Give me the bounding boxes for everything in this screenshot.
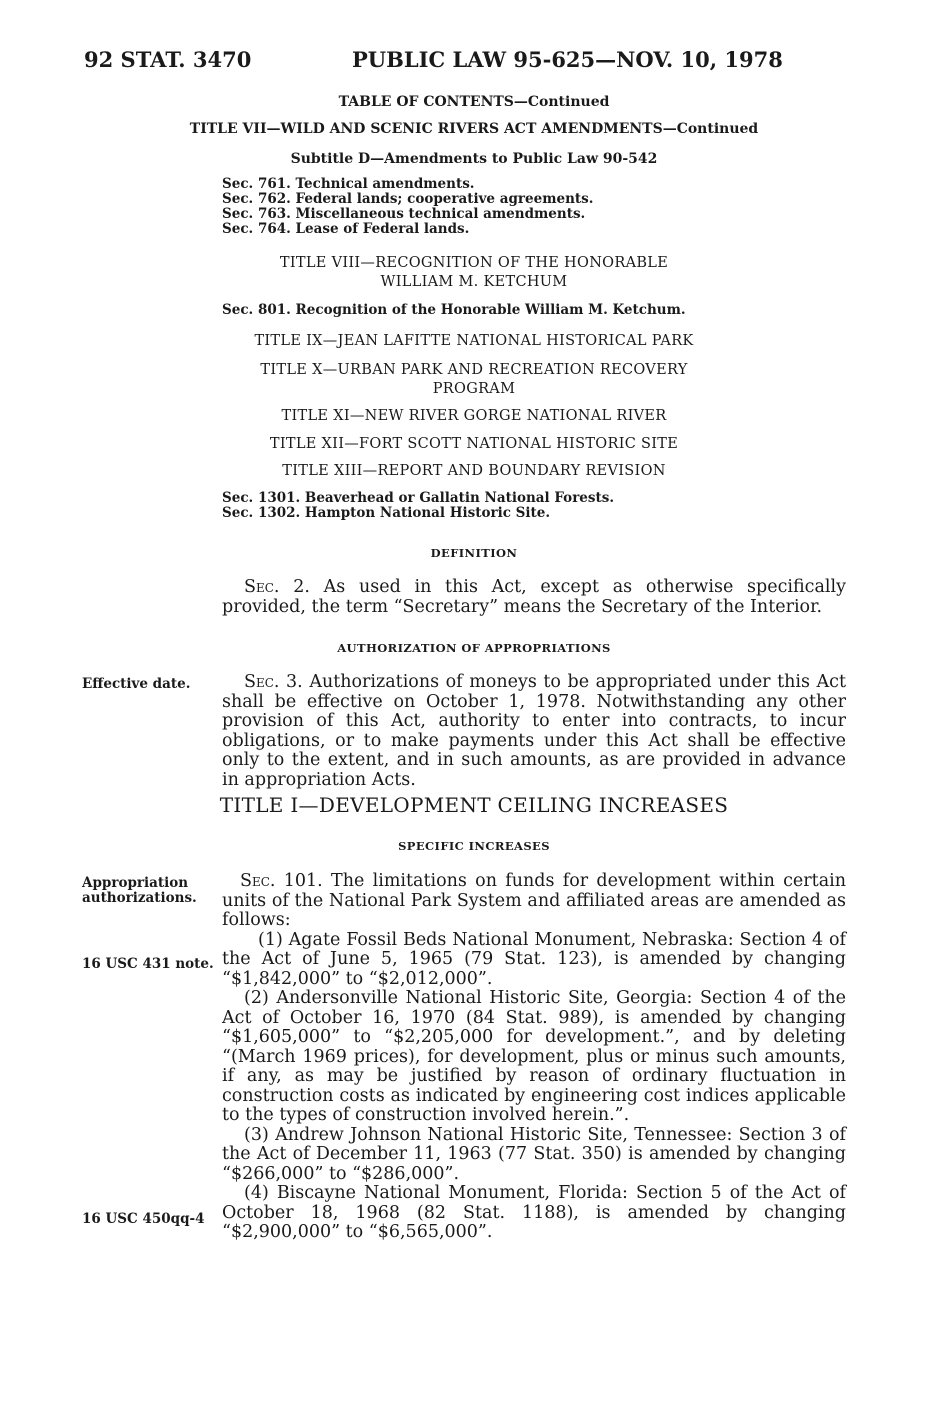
margin-note-16-usc-431: 16 USC 431 note. bbox=[82, 956, 214, 972]
list-item: (3) Andrew Johnson National Historic Site, Tennessee: Section 3 of the Act of December 11, 1963 (77 Stat. 350) is amended by changing “$266,000” to “$286,000”. bbox=[222, 1124, 846, 1184]
section-label: Sec. 3. bbox=[244, 672, 303, 692]
toc-section-item: Sec. 1301. Beaverhead or Gallatin National Forests. bbox=[222, 490, 615, 506]
section-label: Sec. 2. bbox=[244, 577, 310, 597]
toc-title-xiii: TITLE XIII—REPORT AND BOUNDARY REVISION bbox=[282, 463, 666, 479]
toc-section-item: Sec. 762. Federal lands; cooperative agreements. bbox=[222, 191, 594, 207]
toc-subtitle-d: Subtitle D—Amendments to Public Law 90-542 bbox=[290, 151, 658, 167]
toc-section-item: Sec. 763. Miscellaneous technical amendments. bbox=[222, 206, 586, 222]
margin-note-line: Appropriation bbox=[82, 875, 189, 891]
running-title: PUBLIC LAW 95-625—NOV. 10, 1978 bbox=[352, 47, 783, 72]
toc-title-xii: TITLE XII—FORT SCOTT NATIONAL HISTORIC SITE bbox=[269, 436, 679, 452]
list-item: (2) Andersonville National Historic Site, Georgia: Section 4 of the Act of October 16, 1970 (84 Stat. 989), is amended by changing “$1,605,000” to “$2,205,000 for development.”, and by deleting “(March 1969 prices), for development, plus or minus such amounts, if any, as may be justified by reason of ordinary fluctuation in construction costs as indicated by engineering cost indices applicable to the types of construction involved herein.”. bbox=[222, 988, 846, 1125]
statute-page-number: 92 STAT. 3470 bbox=[84, 47, 252, 72]
list-item: (1) Agate Fossil Beds National Monument, Nebraska: Section 4 of the Act of June 5, 1965 (79 Stat. 123), is amended by changing “$1,842,000” to “$2,012,000”. bbox=[222, 929, 846, 989]
authorization-heading: AUTHORIZATION OF APPROPRIATIONS bbox=[337, 641, 611, 655]
toc-section-item: Sec. 761. Technical amendments. bbox=[222, 176, 475, 192]
toc-section-item: Sec. 801. Recognition of the Honorable William M. Ketchum. bbox=[222, 302, 686, 318]
toc-title-xi: TITLE XI—NEW RIVER GORGE NATIONAL RIVER bbox=[281, 408, 667, 424]
toc-title-x-line2: PROGRAM bbox=[432, 381, 516, 397]
margin-note-appropriation bbox=[82, 876, 197, 906]
toc-section-list-viii bbox=[222, 303, 686, 318]
toc-title-vii: TITLE VII—WILD AND SCENIC RIVERS ACT AMENDMENTS—Continued bbox=[189, 121, 759, 137]
margin-note-16-usc-450qq: 16 USC 450qq-4 bbox=[82, 1211, 205, 1227]
toc-title-viii-line1: TITLE VIII—RECOGNITION OF THE HONORABLE bbox=[279, 255, 669, 271]
list-item: (4) Biscayne National Monument, Florida: Section 5 of the Act of October 18, 1968 (82 Stat. 1188), is amended by changing “$2,900,000” to “$6,565,000”. bbox=[222, 1183, 846, 1242]
toc-title-ix: TITLE IX—JEAN LAFITTE NATIONAL HISTORICAL PARK bbox=[254, 333, 694, 349]
section-text: As used in this Act, except as otherwise specifically provided, the term “Secretary” means the Secretary of the Interior. bbox=[222, 577, 846, 617]
toc-section-item: Sec. 1302. Hampton National Historic Site. bbox=[222, 505, 551, 521]
margin-note-effective-date: Effective date. bbox=[82, 676, 191, 692]
toc-title-x-line1: TITLE X—URBAN PARK AND RECREATION RECOVERY bbox=[260, 362, 688, 378]
definition-paragraph bbox=[222, 578, 846, 617]
section-text: Authorizations of moneys to be appropriated under this Act shall be effective on October 1, 1978. Notwithstanding any other provision of this Act, authority to enter into contracts, to incur obligations, or to make payments under this Act shall be effective only to the extent, and in such amounts, as are provided in advance in appropriation Acts. bbox=[222, 672, 846, 790]
toc-title-viii-line2: WILLIAM M. KETCHUM bbox=[380, 274, 568, 290]
toc-section-list-vii bbox=[222, 177, 593, 237]
authorization-paragraph bbox=[222, 673, 846, 790]
toc-heading: TABLE OF CONTENTS—Continued bbox=[338, 94, 610, 110]
toc-section-list-xiii bbox=[222, 491, 614, 521]
margin-note-line: authorizations. bbox=[82, 890, 197, 906]
title-i-subheading: SPECIFIC INCREASES bbox=[398, 839, 550, 853]
toc-section-item: Sec. 764. Lease of Federal lands. bbox=[222, 221, 470, 237]
section-label: Sec. 101. bbox=[240, 871, 323, 891]
definition-heading: DEFINITION bbox=[430, 546, 518, 560]
section-text: The limitations on funds for development within certain units of the National Park System and affiliated areas are amended as follows: bbox=[222, 871, 846, 930]
title-i-body bbox=[222, 872, 846, 1243]
title-i-heading: TITLE I—DEVELOPMENT CEILING INCREASES bbox=[219, 793, 729, 817]
